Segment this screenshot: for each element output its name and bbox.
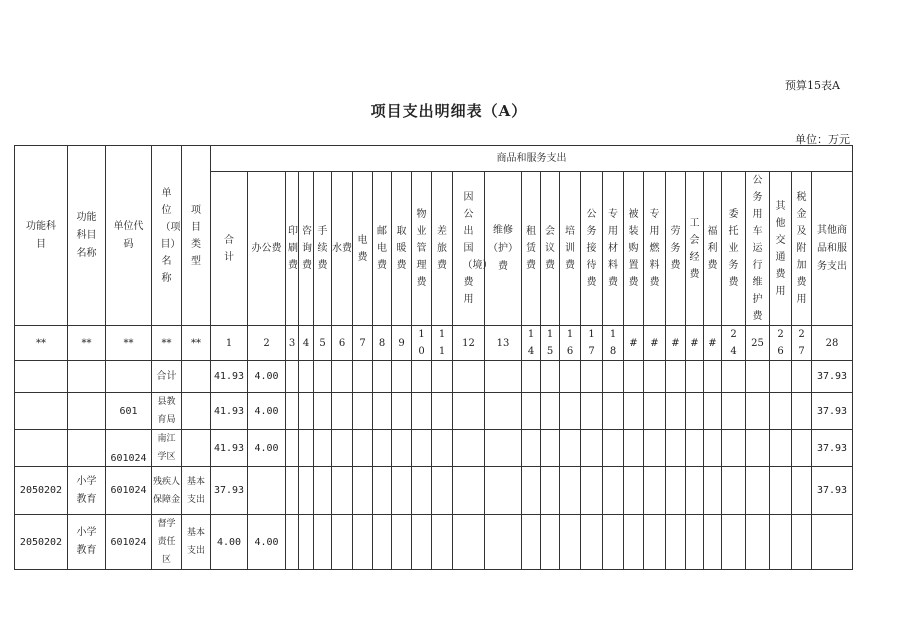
cell-func-code bbox=[15, 393, 68, 430]
cell-func-code bbox=[15, 361, 68, 393]
header-water: 水费 bbox=[332, 172, 353, 326]
cell-project-type: 基本支出 bbox=[182, 515, 211, 570]
cell-unit-name: 县教育局 bbox=[152, 393, 182, 430]
index-cell: 18 bbox=[603, 326, 624, 361]
index-cell: 11 bbox=[432, 326, 453, 361]
index-cell: 13 bbox=[485, 326, 522, 361]
cell-total: 4.00 bbox=[211, 515, 248, 570]
index-cell: ** bbox=[106, 326, 152, 361]
header-rent: 租赁费 bbox=[522, 172, 541, 326]
header-welfare: 福利费 bbox=[704, 172, 722, 326]
header-func-code: 功能科目 bbox=[15, 146, 68, 326]
cell-other: 37.93 bbox=[812, 361, 853, 393]
header-postal: 邮电费 bbox=[373, 172, 392, 326]
header-abroad: 因公出国（境）费用 bbox=[453, 172, 485, 326]
header-project-type: 项目类型 bbox=[182, 146, 211, 326]
cell-project-type bbox=[182, 393, 211, 430]
table-row bbox=[15, 515, 853, 570]
header-material: 专用材料费 bbox=[603, 172, 624, 326]
cell-total: 41.93 bbox=[211, 430, 248, 467]
cell-func-name bbox=[68, 393, 106, 430]
index-cell: ** bbox=[68, 326, 106, 361]
header-reception: 公务接待费 bbox=[581, 172, 603, 326]
cell-unit-code: 601024 bbox=[106, 515, 152, 570]
header-func-name: 功能科目名称 bbox=[68, 146, 106, 326]
header-heating: 取暖费 bbox=[392, 172, 412, 326]
cell-func-code: 2050202 bbox=[15, 467, 68, 515]
index-cell: ** bbox=[182, 326, 211, 361]
cell-func-name: 小学教育 bbox=[68, 467, 106, 515]
index-cell: 1 bbox=[211, 326, 248, 361]
header-total: 合计 bbox=[211, 172, 248, 326]
index-cell: 5 bbox=[314, 326, 332, 361]
cell-unit-name: 合计 bbox=[152, 361, 182, 393]
table-row bbox=[15, 393, 853, 430]
cell-unit-code bbox=[106, 361, 152, 393]
header-office: 办公费 bbox=[248, 172, 286, 326]
index-cell: 10 bbox=[412, 326, 432, 361]
form-number: 预算15表A bbox=[785, 79, 840, 92]
index-cell: 17 bbox=[581, 326, 603, 361]
cell-unit-name: 残疾人保障金 bbox=[152, 467, 182, 515]
table-row bbox=[15, 467, 853, 515]
table-row bbox=[15, 430, 853, 467]
header-union: 工会经费 bbox=[686, 172, 704, 326]
page-title: 项目支出明细表（A） bbox=[370, 102, 528, 120]
header-goods-services-group: 商品和服务支出 bbox=[211, 146, 853, 172]
index-cell: 16 bbox=[560, 326, 581, 361]
cell-office: 4.00 bbox=[248, 515, 286, 570]
index-cell: # bbox=[644, 326, 666, 361]
index-cell: 25 bbox=[746, 326, 770, 361]
index-cell: 2 bbox=[248, 326, 286, 361]
index-cell: # bbox=[624, 326, 644, 361]
index-cell: 7 bbox=[353, 326, 373, 361]
cell-other bbox=[812, 515, 853, 570]
cell-func-code: 2050202 bbox=[15, 515, 68, 570]
unit-label: 单位：万元 bbox=[795, 133, 850, 146]
cell-other: 37.93 bbox=[812, 430, 853, 467]
index-cell: 6 bbox=[332, 326, 353, 361]
index-cell: 24 bbox=[722, 326, 746, 361]
header-vehicle: 公务用车运行维护费 bbox=[746, 172, 770, 326]
header-unit-code: 单位代码 bbox=[106, 146, 152, 326]
cell-total: 41.93 bbox=[211, 393, 248, 430]
header-travel: 差旅费 bbox=[432, 172, 453, 326]
index-cell: 3 bbox=[286, 326, 299, 361]
cell-unit-code: 601 bbox=[106, 393, 152, 430]
cell-unit-code: 601024 bbox=[106, 467, 152, 515]
header-training: 培训费 bbox=[560, 172, 581, 326]
index-cell: # bbox=[686, 326, 704, 361]
cell-other: 37.93 bbox=[812, 393, 853, 430]
cell-func-code bbox=[15, 430, 68, 467]
index-cell: 28 bbox=[812, 326, 853, 361]
header-repair: 维修（护）费 bbox=[485, 172, 522, 326]
header-meeting: 会议费 bbox=[541, 172, 560, 326]
cell-project-type bbox=[182, 430, 211, 467]
header-fuel: 专用燃料费 bbox=[644, 172, 666, 326]
project-expense-table bbox=[14, 145, 853, 570]
cell-project-type bbox=[182, 361, 211, 393]
header-tax: 税金及附加费用 bbox=[792, 172, 812, 326]
cell-func-name bbox=[68, 361, 106, 393]
header-property: 物业管理费 bbox=[412, 172, 432, 326]
header-other: 其他商品和服务支出 bbox=[812, 172, 853, 326]
cell-office: 4.00 bbox=[248, 361, 286, 393]
cell-project-type: 基本支出 bbox=[182, 467, 211, 515]
header-transport: 其他交通费用 bbox=[770, 172, 792, 326]
index-cell: 8 bbox=[373, 326, 392, 361]
cell-other: 37.93 bbox=[812, 467, 853, 515]
index-cell: ** bbox=[15, 326, 68, 361]
index-row bbox=[15, 326, 853, 361]
cell-func-name: 小学教育 bbox=[68, 515, 106, 570]
cell-func-name bbox=[68, 430, 106, 467]
index-cell: 15 bbox=[541, 326, 560, 361]
header-handling: 手续费 bbox=[314, 172, 332, 326]
cell-total: 37.93 bbox=[211, 467, 248, 515]
cell-unit-code: 601024 bbox=[106, 430, 152, 467]
cell-office bbox=[248, 467, 286, 515]
index-cell: # bbox=[666, 326, 686, 361]
cell-office: 4.00 bbox=[248, 430, 286, 467]
header-unit-name: 单位（项目）名称 bbox=[152, 146, 182, 326]
cell-unit-name: 南江学区 bbox=[152, 430, 182, 467]
cell-unit-name: 督学责任区 bbox=[152, 515, 182, 570]
cell-office: 4.00 bbox=[248, 393, 286, 430]
header-uniform: 被装购置费 bbox=[624, 172, 644, 326]
header-entrust: 委托业务费 bbox=[722, 172, 746, 326]
index-cell: 9 bbox=[392, 326, 412, 361]
cell-total: 41.93 bbox=[211, 361, 248, 393]
index-cell: 12 bbox=[453, 326, 485, 361]
index-cell: 14 bbox=[522, 326, 541, 361]
table-row bbox=[15, 361, 853, 393]
header-printing: 印刷费 bbox=[286, 172, 299, 326]
index-cell: ** bbox=[152, 326, 182, 361]
header-consult: 咨询费 bbox=[299, 172, 314, 326]
index-cell: 4 bbox=[299, 326, 314, 361]
index-cell: # bbox=[704, 326, 722, 361]
header-electric: 电费 bbox=[353, 172, 373, 326]
header-labor: 劳务费 bbox=[666, 172, 686, 326]
index-cell: 26 bbox=[770, 326, 792, 361]
index-cell: 27 bbox=[792, 326, 812, 361]
